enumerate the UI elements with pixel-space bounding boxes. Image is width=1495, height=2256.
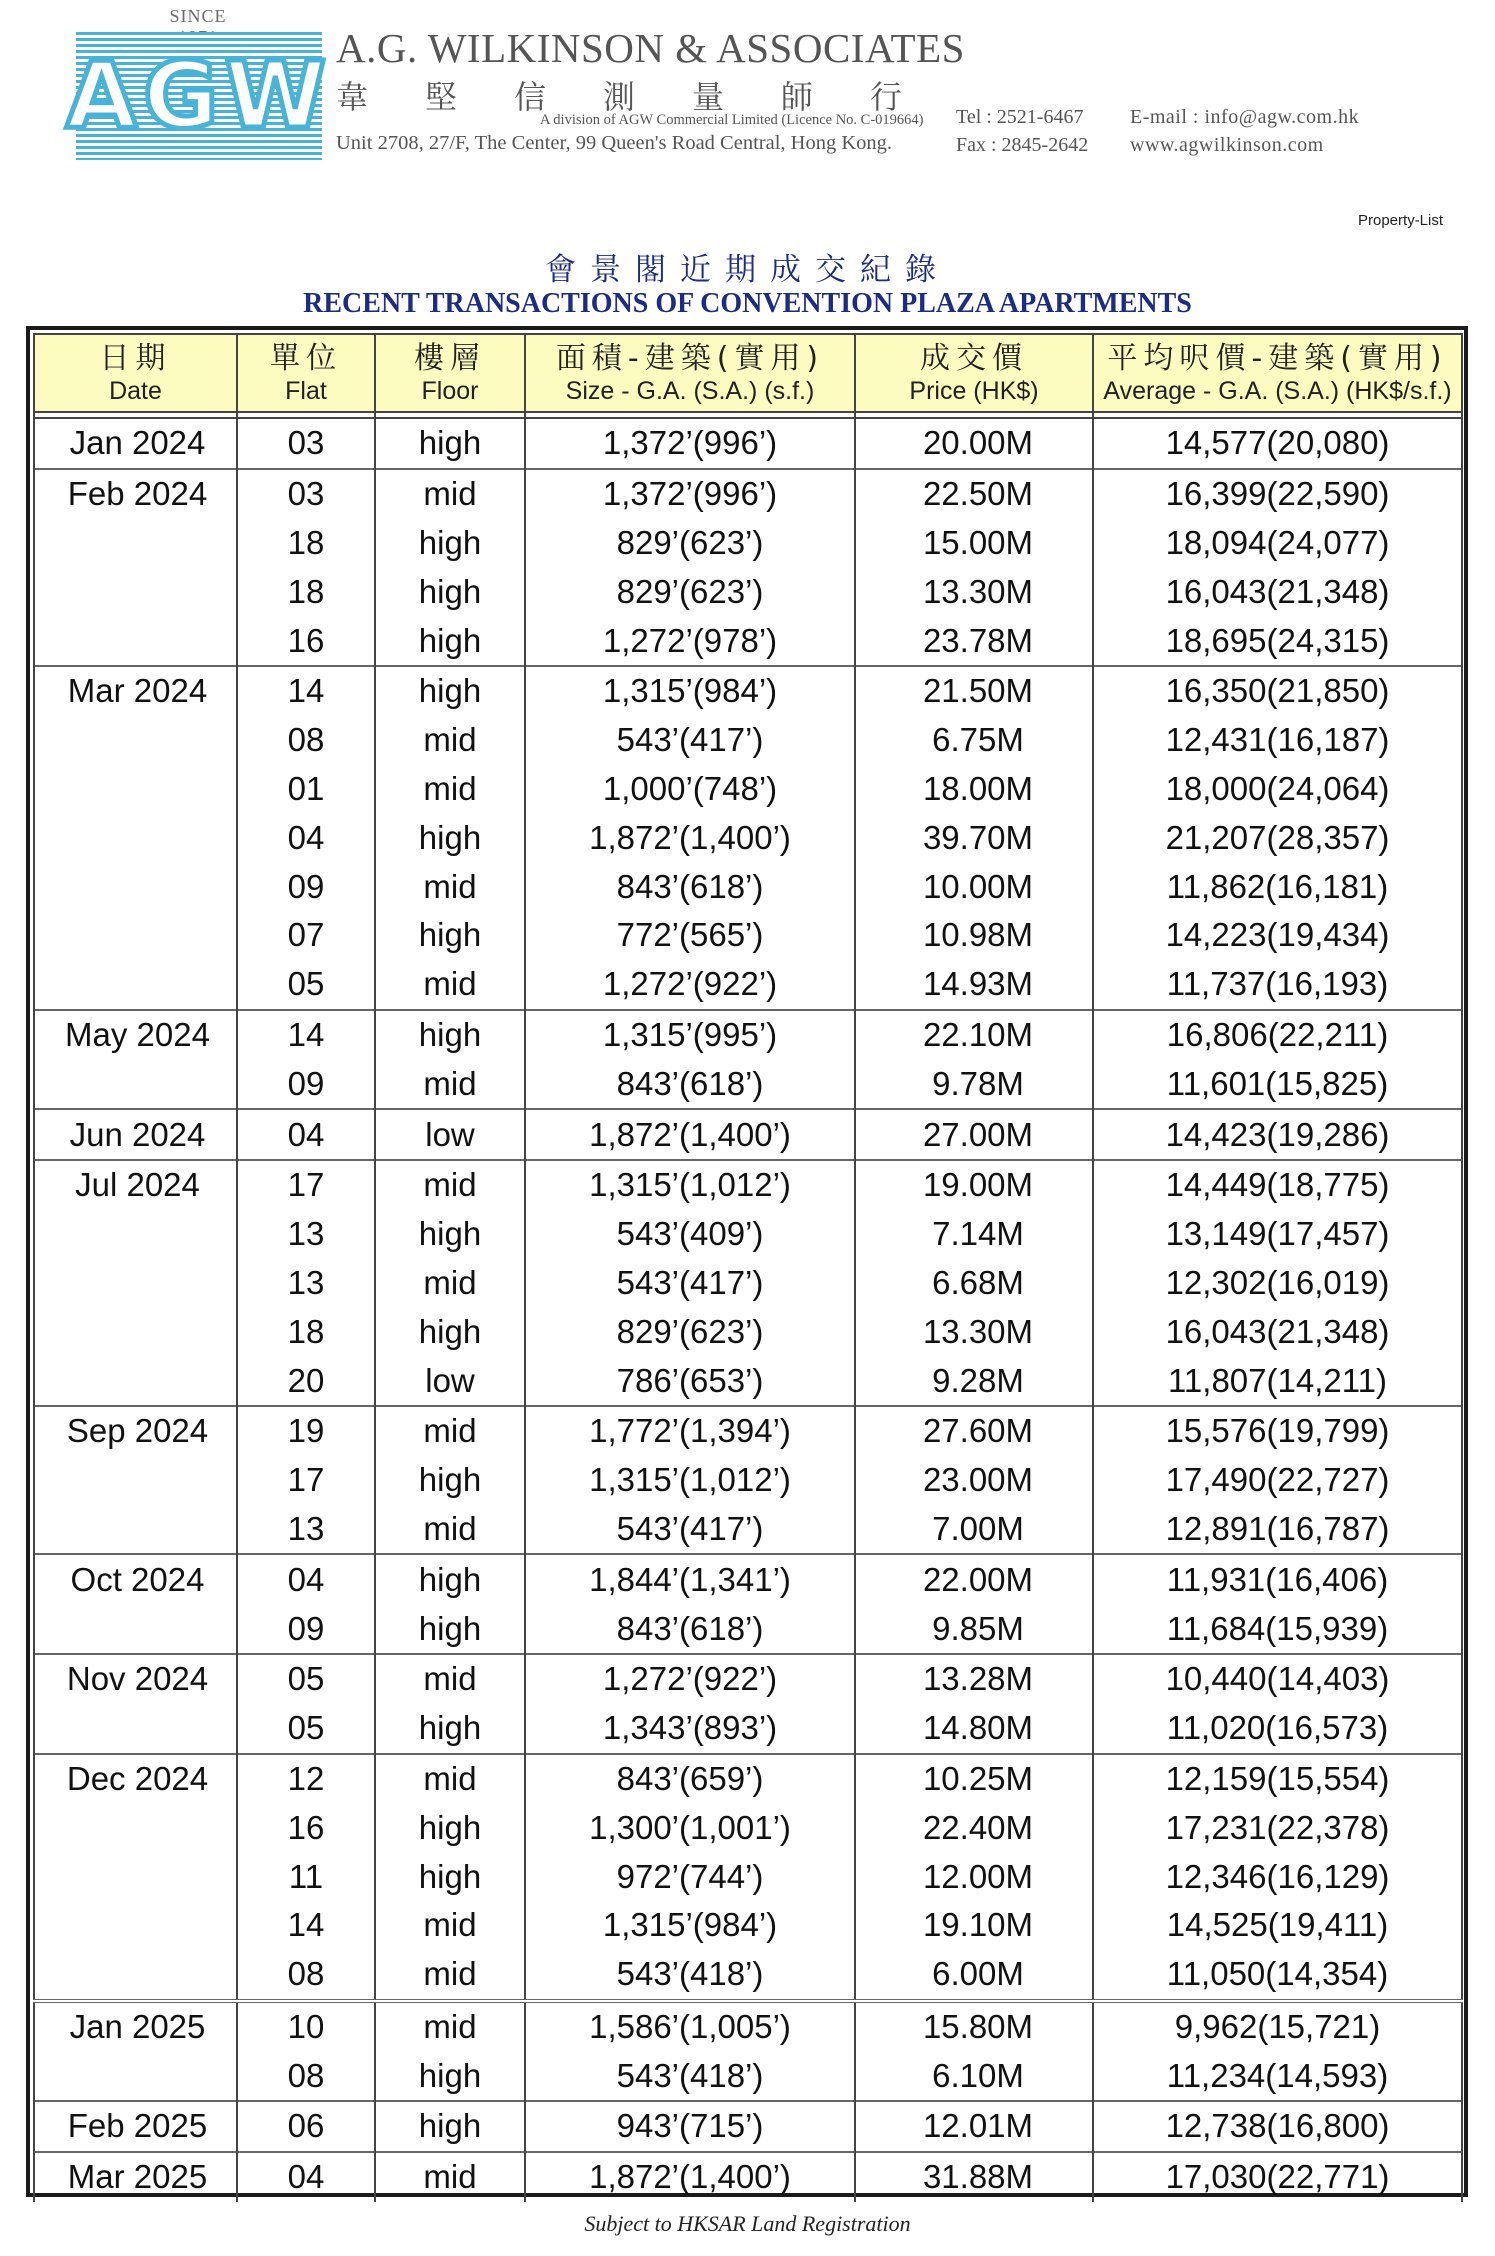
price-cell: 13.28M xyxy=(855,1654,1093,1704)
floor-cell: low xyxy=(375,1109,525,1160)
col-header-size: 面積-建築(實用) Size - G.A. (S.A.) (s.f.) xyxy=(525,334,855,412)
table-row xyxy=(34,1456,1462,1505)
flat-cell: 05 xyxy=(237,1654,375,1704)
average-cell: 10,440(14,403) xyxy=(1093,1654,1462,1704)
flat-cell: 11 xyxy=(237,1852,375,1901)
flat-cell: 12 xyxy=(237,1754,375,1804)
date-cell xyxy=(34,1803,237,1852)
telephone: Tel : 2521-6467 xyxy=(956,106,1084,128)
header-row xyxy=(34,334,1462,412)
floor-cell: mid xyxy=(375,2001,525,2052)
price-cell: 6.75M xyxy=(855,716,1093,765)
size-cell: 843’(659’) xyxy=(525,1754,855,1804)
price-cell: 9.78M xyxy=(855,1059,1093,1109)
table-row xyxy=(34,1654,1462,1704)
floor-cell: high xyxy=(375,519,525,568)
size-cell: 972’(744’) xyxy=(525,1852,855,1901)
average-cell: 15,576(19,799) xyxy=(1093,1406,1462,1456)
table-row xyxy=(34,519,1462,568)
price-cell: 23.00M xyxy=(855,1456,1093,1505)
average-cell: 9,962(15,721) xyxy=(1093,2001,1462,2052)
floor-cell: mid xyxy=(375,469,525,519)
title-english: RECENT TRANSACTIONS OF CONVENTION PLAZA APARTMENTS xyxy=(303,288,1192,319)
average-cell: 12,891(16,787) xyxy=(1093,1505,1462,1555)
size-cell: 1,315’(1,012’) xyxy=(525,1160,855,1210)
table-row xyxy=(34,1059,1462,1109)
price-cell: 39.70M xyxy=(855,813,1093,862)
flat-cell: 14 xyxy=(237,666,375,716)
since-label: SINCE xyxy=(169,6,227,26)
flat-cell: 05 xyxy=(237,960,375,1010)
company-chinese-char: 堅 xyxy=(424,78,457,116)
floor-cell: mid xyxy=(375,716,525,765)
date-cell: Oct 2024 xyxy=(34,1554,237,1604)
size-cell: 1,315’(984’) xyxy=(525,666,855,716)
floor-cell: low xyxy=(375,1356,525,1406)
price-cell: 9.85M xyxy=(855,1604,1093,1654)
flat-cell: 04 xyxy=(237,2152,375,2202)
average-cell: 16,043(21,348) xyxy=(1093,1307,1462,1356)
price-cell: 22.40M xyxy=(855,1803,1093,1852)
size-cell: 843’(618’) xyxy=(525,1604,855,1654)
footer-note: Subject to HKSAR Land Registration xyxy=(584,2211,911,2236)
table-row xyxy=(34,1901,1462,1950)
date-cell xyxy=(34,1059,237,1109)
floor-cell: mid xyxy=(375,1754,525,1804)
average-cell: 14,577(20,080) xyxy=(1093,418,1462,469)
company-chinese-char: 信 xyxy=(513,78,546,116)
date-cell xyxy=(34,1210,237,1259)
website: www.agwilkinson.com xyxy=(1130,134,1324,156)
size-cell: 1,872’(1,400’) xyxy=(525,2152,855,2202)
flat-cell: 04 xyxy=(237,813,375,862)
date-cell xyxy=(34,1356,237,1406)
flat-cell: 13 xyxy=(237,1505,375,1555)
average-cell: 18,000(24,064) xyxy=(1093,765,1462,814)
date-cell: Sep 2024 xyxy=(34,1406,237,1456)
price-cell: 19.10M xyxy=(855,1901,1093,1950)
date-cell xyxy=(34,567,237,616)
flat-cell: 09 xyxy=(237,1059,375,1109)
average-cell: 14,449(18,775) xyxy=(1093,1160,1462,1210)
price-cell: 6.00M xyxy=(855,1950,1093,2001)
size-cell: 1,300’(1,001’) xyxy=(525,1803,855,1852)
price-cell: 13.30M xyxy=(855,567,1093,616)
floor-cell: mid xyxy=(375,1059,525,1109)
email: E-mail : info@agw.com.hk xyxy=(1130,106,1360,128)
table-row xyxy=(34,2001,1462,2052)
flat-cell: 03 xyxy=(237,469,375,519)
size-cell: 829’(623’) xyxy=(525,567,855,616)
size-cell: 543’(418’) xyxy=(525,1950,855,2001)
table-row xyxy=(34,1803,1462,1852)
price-cell: 22.50M xyxy=(855,469,1093,519)
size-cell: 543’(409’) xyxy=(525,1210,855,1259)
size-cell: 772’(565’) xyxy=(525,911,855,960)
date-cell: Jun 2024 xyxy=(34,1109,237,1160)
date-cell xyxy=(34,1456,237,1505)
date-cell: Dec 2024 xyxy=(34,1754,237,1804)
date-cell xyxy=(34,862,237,911)
flat-cell: 04 xyxy=(237,1109,375,1160)
table-row xyxy=(34,2051,1462,2101)
date-cell xyxy=(34,1950,237,2001)
price-cell: 22.10M xyxy=(855,1010,1093,1060)
col-header-flat: 單位 Flat xyxy=(237,334,375,412)
price-cell: 6.68M xyxy=(855,1259,1093,1308)
average-cell: 16,350(21,850) xyxy=(1093,666,1462,716)
price-cell: 9.28M xyxy=(855,1356,1093,1406)
flat-cell: 08 xyxy=(237,2051,375,2101)
flat-cell: 08 xyxy=(237,1950,375,2001)
floor-cell: high xyxy=(375,616,525,666)
size-cell: 543’(418’) xyxy=(525,2051,855,2101)
table-row xyxy=(34,2101,1462,2152)
table-row xyxy=(34,616,1462,666)
table-row xyxy=(34,1160,1462,1210)
table-row xyxy=(34,1010,1462,1060)
flat-cell: 18 xyxy=(237,519,375,568)
size-cell: 1,272’(922’) xyxy=(525,960,855,1010)
average-cell: 17,231(22,378) xyxy=(1093,1803,1462,1852)
size-cell: 1,272’(978’) xyxy=(525,616,855,666)
table-row xyxy=(34,1554,1462,1604)
floor-cell: mid xyxy=(375,765,525,814)
floor-cell: mid xyxy=(375,960,525,1010)
date-cell xyxy=(34,716,237,765)
table-row xyxy=(34,2152,1462,2202)
average-cell: 13,149(17,457) xyxy=(1093,1210,1462,1259)
size-cell: 1,372’(996’) xyxy=(525,418,855,469)
price-cell: 15.80M xyxy=(855,2001,1093,2052)
flat-cell: 17 xyxy=(237,1456,375,1505)
table-row xyxy=(34,960,1462,1010)
average-cell: 14,423(19,286) xyxy=(1093,1109,1462,1160)
floor-cell: mid xyxy=(375,1950,525,2001)
price-cell: 12.01M xyxy=(855,2101,1093,2152)
average-cell: 18,094(24,077) xyxy=(1093,519,1462,568)
flat-cell: 17 xyxy=(237,1160,375,1210)
price-cell: 7.14M xyxy=(855,1210,1093,1259)
average-cell: 11,234(14,593) xyxy=(1093,2051,1462,2101)
transactions-table xyxy=(33,333,1463,2202)
average-cell: 17,490(22,727) xyxy=(1093,1456,1462,1505)
price-cell: 22.00M xyxy=(855,1554,1093,1604)
logo-lettering: AGW xyxy=(65,42,333,149)
floor-cell: mid xyxy=(375,1505,525,1555)
average-cell: 11,020(16,573) xyxy=(1093,1704,1462,1754)
floor-cell: high xyxy=(375,2051,525,2101)
average-cell: 12,346(16,129) xyxy=(1093,1852,1462,1901)
table-row xyxy=(34,1852,1462,1901)
date-cell xyxy=(34,1505,237,1555)
date-cell: Nov 2024 xyxy=(34,1654,237,1704)
price-cell: 27.00M xyxy=(855,1109,1093,1160)
company-chinese-char: 測 xyxy=(602,78,635,116)
date-cell: Jan 2024 xyxy=(34,418,237,469)
size-cell: 1,315’(995’) xyxy=(525,1010,855,1060)
price-cell: 20.00M xyxy=(855,418,1093,469)
price-cell: 19.00M xyxy=(855,1160,1093,1210)
table-row xyxy=(34,1704,1462,1754)
company-chinese-char: 量 xyxy=(691,78,724,116)
date-cell xyxy=(34,1604,237,1654)
table-row xyxy=(34,1259,1462,1308)
floor-cell: high xyxy=(375,1210,525,1259)
date-cell: Jan 2025 xyxy=(34,2001,237,2052)
flat-cell: 18 xyxy=(237,567,375,616)
size-cell: 543’(417’) xyxy=(525,1259,855,1308)
floor-cell: high xyxy=(375,567,525,616)
date-cell: Feb 2025 xyxy=(34,2101,237,2152)
size-cell: 1,315’(984’) xyxy=(525,1901,855,1950)
col-header-floor: 樓層 Floor xyxy=(375,334,525,412)
table-row xyxy=(34,666,1462,716)
floor-cell: mid xyxy=(375,1901,525,1950)
floor-cell: high xyxy=(375,1456,525,1505)
table-row xyxy=(34,1950,1462,2001)
average-cell: 14,223(19,434) xyxy=(1093,911,1462,960)
flat-cell: 18 xyxy=(237,1307,375,1356)
average-cell: 16,043(21,348) xyxy=(1093,567,1462,616)
size-cell: 829’(623’) xyxy=(525,519,855,568)
table-row xyxy=(34,1307,1462,1356)
price-cell: 23.78M xyxy=(855,616,1093,666)
average-cell: 11,737(16,193) xyxy=(1093,960,1462,1010)
floor-cell: high xyxy=(375,1704,525,1754)
price-cell: 18.00M xyxy=(855,765,1093,814)
title-chinese: 會景閣近期成交紀錄 xyxy=(545,252,950,288)
floor-cell: high xyxy=(375,1604,525,1654)
floor-cell: high xyxy=(375,813,525,862)
average-cell: 12,431(16,187) xyxy=(1093,716,1462,765)
flat-cell: 14 xyxy=(237,1901,375,1950)
price-cell: 14.80M xyxy=(855,1704,1093,1754)
size-cell: 543’(417’) xyxy=(525,716,855,765)
size-cell: 843’(618’) xyxy=(525,1059,855,1109)
table-row xyxy=(34,765,1462,814)
price-cell: 27.60M xyxy=(855,1406,1093,1456)
date-cell: Mar 2025 xyxy=(34,2152,237,2202)
flat-cell: 07 xyxy=(237,911,375,960)
table-row xyxy=(34,1210,1462,1259)
flat-cell: 04 xyxy=(237,1554,375,1604)
average-cell: 17,030(22,771) xyxy=(1093,2152,1462,2202)
size-cell: 829’(623’) xyxy=(525,1307,855,1356)
average-cell: 11,807(14,211) xyxy=(1093,1356,1462,1406)
average-cell: 16,399(22,590) xyxy=(1093,469,1462,519)
flat-cell: 20 xyxy=(237,1356,375,1406)
date-cell xyxy=(34,519,237,568)
size-cell: 1,872’(1,400’) xyxy=(525,813,855,862)
price-cell: 6.10M xyxy=(855,2051,1093,2101)
date-cell xyxy=(34,1259,237,1308)
floor-cell: high xyxy=(375,1307,525,1356)
size-cell: 1,586’(1,005’) xyxy=(525,2001,855,2052)
doc-label: Property-List xyxy=(1358,212,1444,229)
flat-cell: 09 xyxy=(237,1604,375,1654)
flat-cell: 05 xyxy=(237,1704,375,1754)
flat-cell: 10 xyxy=(237,2001,375,2052)
average-cell: 11,601(15,825) xyxy=(1093,1059,1462,1109)
price-cell: 14.93M xyxy=(855,960,1093,1010)
size-cell: 1,343’(893’) xyxy=(525,1704,855,1754)
size-cell: 1,844’(1,341’) xyxy=(525,1554,855,1604)
flat-cell: 16 xyxy=(237,616,375,666)
col-header-average: 平均呎價-建築(實用) Average - G.A. (S.A.) (HK$/s.f.) xyxy=(1093,334,1462,412)
flat-cell: 03 xyxy=(237,418,375,469)
average-cell: 11,862(16,181) xyxy=(1093,862,1462,911)
date-cell xyxy=(34,765,237,814)
date-cell: Jul 2024 xyxy=(34,1160,237,1210)
floor-cell: high xyxy=(375,666,525,716)
floor-cell: mid xyxy=(375,2152,525,2202)
price-cell: 31.88M xyxy=(855,2152,1093,2202)
date-cell xyxy=(34,2051,237,2101)
floor-cell: high xyxy=(375,2101,525,2152)
price-cell: 15.00M xyxy=(855,519,1093,568)
floor-cell: high xyxy=(375,1803,525,1852)
price-cell: 21.50M xyxy=(855,666,1093,716)
flat-cell: 16 xyxy=(237,1803,375,1852)
table-row xyxy=(34,862,1462,911)
size-cell: 1,272’(922’) xyxy=(525,1654,855,1704)
date-cell xyxy=(34,1852,237,1901)
flat-cell: 01 xyxy=(237,765,375,814)
company-name: A.G. WILKINSON & ASSOCIATES xyxy=(336,25,965,71)
date-cell xyxy=(34,1901,237,1950)
size-cell: 786’(653’) xyxy=(525,1356,855,1406)
floor-cell: mid xyxy=(375,862,525,911)
date-cell: Feb 2024 xyxy=(34,469,237,519)
size-cell: 1,315’(1,012’) xyxy=(525,1456,855,1505)
company-chinese-char: 韋 xyxy=(336,78,369,116)
table-row xyxy=(34,418,1462,469)
date-cell xyxy=(34,1307,237,1356)
flat-cell: 09 xyxy=(237,862,375,911)
division-note: A division of AGW Commercial Limited (Licence No. C-019664) xyxy=(540,112,924,128)
floor-cell: mid xyxy=(375,1259,525,1308)
date-cell: Mar 2024 xyxy=(34,666,237,716)
average-cell: 18,695(24,315) xyxy=(1093,616,1462,666)
date-cell xyxy=(34,616,237,666)
average-cell: 12,302(16,019) xyxy=(1093,1259,1462,1308)
table-row xyxy=(34,813,1462,862)
size-cell: 843’(618’) xyxy=(525,862,855,911)
date-cell xyxy=(34,960,237,1010)
average-cell: 11,050(14,354) xyxy=(1093,1950,1462,2001)
col-header-date: 日期 Date xyxy=(34,334,237,412)
table-row xyxy=(34,469,1462,519)
table-row xyxy=(34,1754,1462,1804)
price-cell: 10.00M xyxy=(855,862,1093,911)
table-row xyxy=(34,1109,1462,1160)
flat-cell: 19 xyxy=(237,1406,375,1456)
col-header-price: 成交價 Price (HK$) xyxy=(855,334,1093,412)
company-chinese-char: 行 xyxy=(869,78,902,116)
average-cell: 16,806(22,211) xyxy=(1093,1010,1462,1060)
average-cell: 12,738(16,800) xyxy=(1093,2101,1462,2152)
table-row xyxy=(34,1505,1462,1555)
average-cell: 12,159(15,554) xyxy=(1093,1754,1462,1804)
size-cell: 1,872’(1,400’) xyxy=(525,1109,855,1160)
floor-cell: mid xyxy=(375,1160,525,1210)
floor-cell: high xyxy=(375,1010,525,1060)
fax: Fax : 2845-2642 xyxy=(956,134,1089,156)
floor-cell: high xyxy=(375,418,525,469)
floor-cell: high xyxy=(375,911,525,960)
price-cell: 7.00M xyxy=(855,1505,1093,1555)
floor-cell: high xyxy=(375,1852,525,1901)
floor-cell: mid xyxy=(375,1654,525,1704)
price-cell: 10.98M xyxy=(855,911,1093,960)
floor-cell: mid xyxy=(375,1406,525,1456)
date-cell: May 2024 xyxy=(34,1010,237,1060)
table-row xyxy=(34,911,1462,960)
size-cell: 1,372’(996’) xyxy=(525,469,855,519)
average-cell: 11,684(15,939) xyxy=(1093,1604,1462,1654)
average-cell: 14,525(19,411) xyxy=(1093,1901,1462,1950)
flat-cell: 13 xyxy=(237,1210,375,1259)
flat-cell: 06 xyxy=(237,2101,375,2152)
average-cell: 21,207(28,357) xyxy=(1093,813,1462,862)
price-cell: 12.00M xyxy=(855,1852,1093,1901)
date-cell xyxy=(34,813,237,862)
table-row xyxy=(34,1406,1462,1456)
size-cell: 543’(417’) xyxy=(525,1505,855,1555)
table-row xyxy=(34,716,1462,765)
table-row xyxy=(34,1356,1462,1406)
size-cell: 943’(715’) xyxy=(525,2101,855,2152)
flat-cell: 13 xyxy=(237,1259,375,1308)
table-row xyxy=(34,567,1462,616)
size-cell: 1,772’(1,394’) xyxy=(525,1406,855,1456)
flat-cell: 14 xyxy=(237,1010,375,1060)
floor-cell: high xyxy=(375,1554,525,1604)
size-cell: 1,000’(748’) xyxy=(525,765,855,814)
date-cell xyxy=(34,1704,237,1754)
price-cell: 13.30M xyxy=(855,1307,1093,1356)
flat-cell: 08 xyxy=(237,716,375,765)
date-cell xyxy=(34,911,237,960)
agw-logo xyxy=(65,32,333,160)
average-cell: 11,931(16,406) xyxy=(1093,1554,1462,1604)
table-row xyxy=(34,1604,1462,1654)
company-address: Unit 2708, 27/F, The Center, 99 Queen's Road Central, Hong Kong. xyxy=(336,132,892,154)
price-cell: 10.25M xyxy=(855,1754,1093,1804)
company-chinese-char: 師 xyxy=(780,78,813,116)
transactions-body xyxy=(34,418,1462,2202)
